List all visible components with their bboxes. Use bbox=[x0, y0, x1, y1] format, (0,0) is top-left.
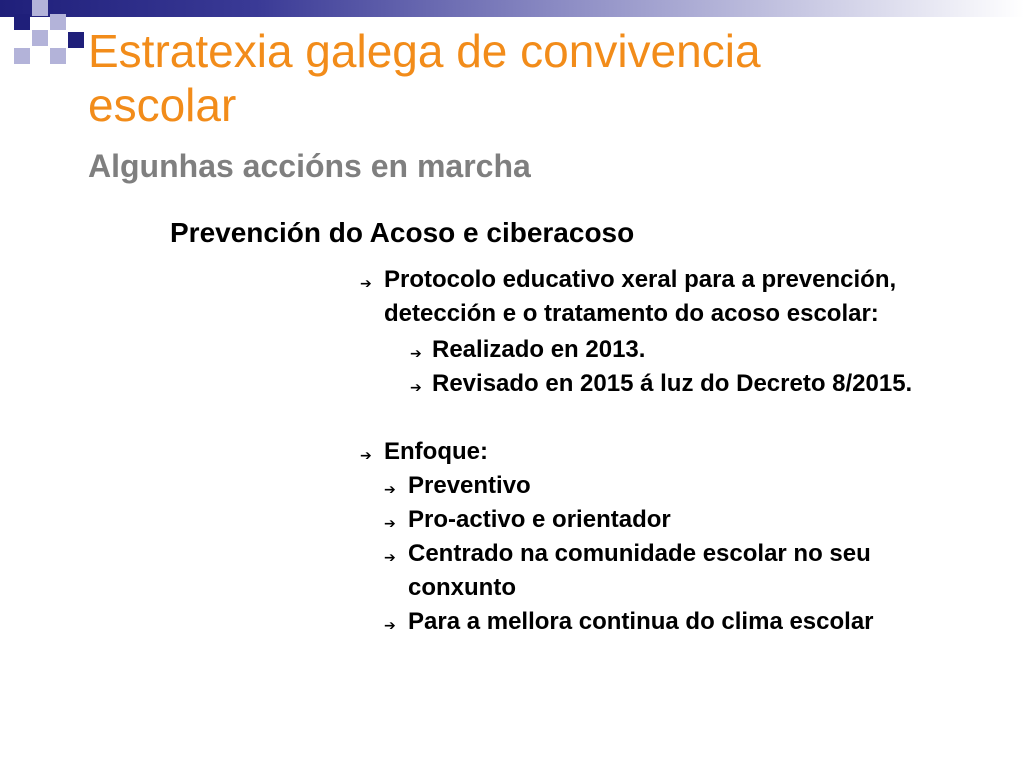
header-square-5 bbox=[68, 32, 84, 48]
header-square-4 bbox=[32, 30, 48, 46]
header-square-2 bbox=[32, 0, 48, 16]
arrow-right-icon: ➔ bbox=[384, 617, 396, 633]
arrow-right-icon: ➔ bbox=[384, 549, 396, 565]
header-square-7 bbox=[50, 48, 66, 64]
header-square-1 bbox=[14, 14, 30, 30]
slide-title-line-2: escolar bbox=[88, 79, 237, 131]
header-square-6 bbox=[14, 48, 30, 64]
bullet-approach-sub-3-line-1: Centrado na comunidade escolar no seu bbox=[408, 540, 871, 567]
section-heading: Prevención do Acoso e ciberacoso bbox=[170, 217, 635, 248]
arrow-right-icon: ➔ bbox=[384, 481, 396, 497]
slide-subtitle: Algunhas accións en marcha bbox=[88, 148, 531, 184]
slide-title-line-1: Estratexia galega de convivencia bbox=[88, 25, 761, 77]
arrow-right-icon: ➔ bbox=[410, 345, 422, 361]
bullet-approach-sub-4: Para a mellora continua do clima escolar bbox=[408, 608, 874, 635]
arrow-right-icon: ➔ bbox=[360, 447, 372, 463]
header-gradient-bar bbox=[0, 0, 1024, 17]
bullet-protocol-line-2: detección e o tratamento do acoso escolar: bbox=[384, 300, 879, 327]
bullet-approach-sub-1: Preventivo bbox=[408, 472, 531, 499]
bullet-protocol-sub-1: Realizado en 2013. bbox=[432, 336, 646, 363]
arrow-right-icon: ➔ bbox=[384, 515, 396, 531]
bullet-protocol-line-1: Protocolo educativo xeral para a prevención, bbox=[384, 266, 897, 293]
bullet-protocol-sub-2: Revisado en 2015 á luz do Decreto 8/2015. bbox=[432, 370, 913, 397]
arrow-right-icon: ➔ bbox=[360, 275, 372, 291]
header-square-3 bbox=[50, 14, 66, 30]
bullet-approach-sub-2: Pro-activo e orientador bbox=[408, 506, 671, 533]
bullet-approach: Enfoque: bbox=[384, 438, 488, 465]
bullet-approach-sub-3-line-2: conxunto bbox=[408, 574, 516, 601]
arrow-right-icon: ➔ bbox=[410, 379, 422, 395]
slide-title bbox=[88, 24, 761, 132]
